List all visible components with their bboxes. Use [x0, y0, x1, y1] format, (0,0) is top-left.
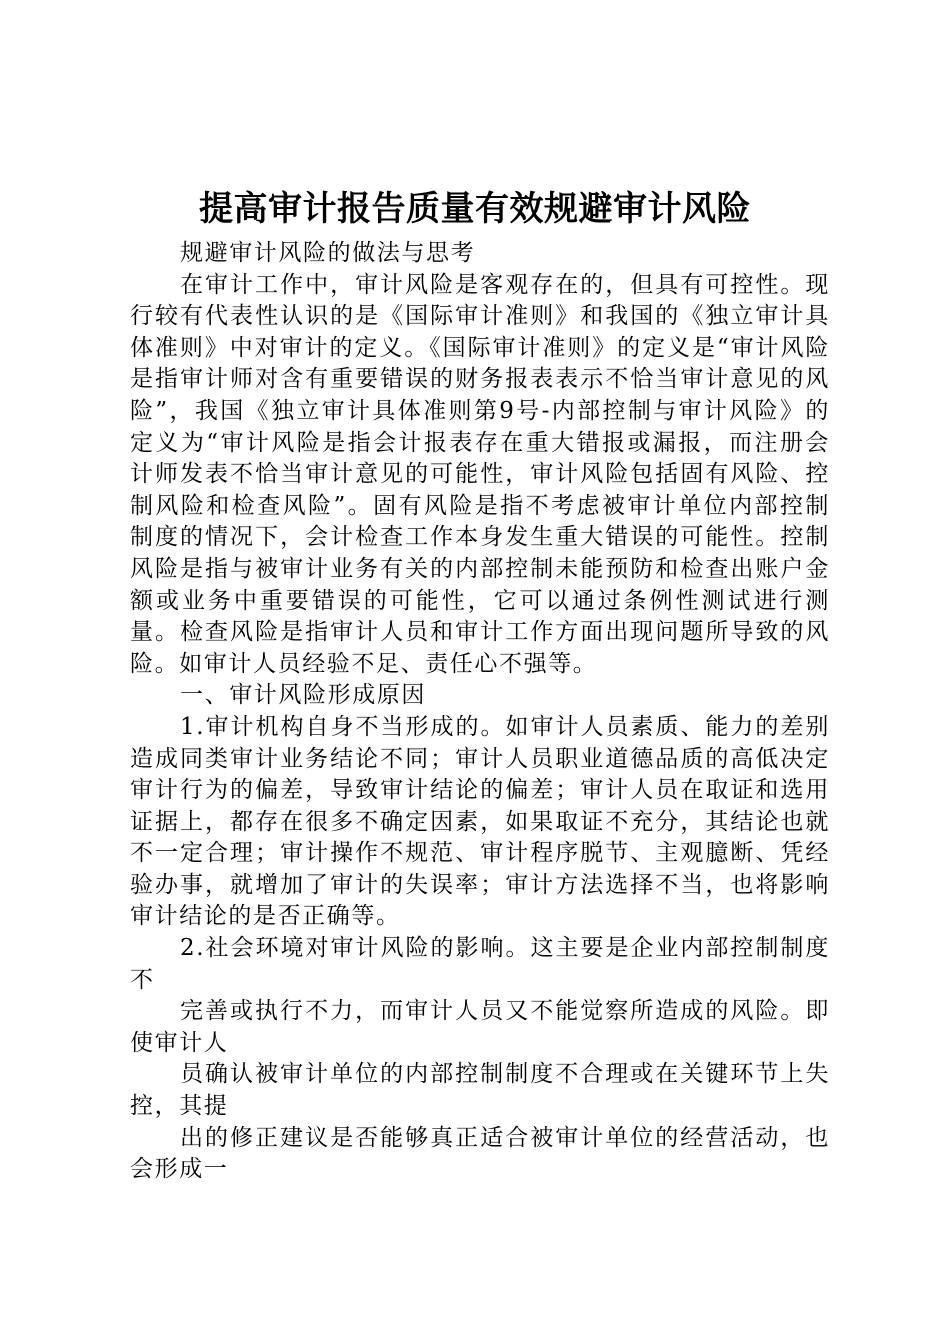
- section-heading: 一、审计风险形成原因: [180, 682, 426, 709]
- continuation-paragraph: 完善或执行不力，而审计人员又不能觉察所造成的风险。即使审计人: [130, 998, 830, 1056]
- document-title: 提高审计报告质量有效规避审计风险: [199, 189, 751, 229]
- continuation-paragraph: 出的修正建议是否能够真正适合被审计单位的经营活动，也会形成一: [130, 1124, 830, 1183]
- intro-paragraph: 在审计工作中，审计风险是客观存在的，但具有可控性。现行较有代表性认识的是《国际审计准则》和我国的《独立审计具体准则》中对审计的定义。《国际审计准则》的定义是“审计风险是指审计师对含有重要错误的财务报表表示不恰当审计意见的风险”，我国《独立审计具体准则第9号-内部控制与审计风险》的定义为“审计风险是指会计报表存在重大错报或漏报，而注册会计师发表不恰当审计意见的可能性，审计风险包括固有风险、控制风险和检查风险”。固有风险是指不考虑被审计单位内部控制制度的情况下，会计检查工作本身发生重大错误的可能性。控制风险是指与被审计业务有关的内部控制未能预防和检查出账户金额或业务中重要错误的可能性，它可以通过条例性测试进行测量。检查风险是指审计人员和审计工作方面出现问题所导致的风险。如审计人员经验不足、责任心不强等。: [130, 271, 830, 677]
- point-1-paragraph: 1.审计机构自身不当形成的。如审计人员素质、能力的差别造成同类审计业务结论不同；审计人员职业道德品质的高低决定审计行为的偏差，导致审计结论的偏差；审计人员在取证和选用证据上，都存在很多不确定因素，如果取证不充分，其结论也就不一定合理；审计操作不规范、审计程序脱节、主观臆断、凭经验办事，就增加了审计的失误率；审计方法选择不当，也将影响审计结论的是否正确等。: [130, 713, 830, 930]
- subtitle-paragraph: 规避审计风险的做法与思考: [180, 240, 476, 266]
- document-body: [130, 238, 830, 1186]
- point-2-paragraph: 2.社会环境对审计风险的影响。这主要是企业内部控制制度不: [130, 935, 830, 993]
- continuation-paragraph: 员确认被审计单位的内部控制制度不合理或在关键环节上失控，其提: [130, 1061, 830, 1120]
